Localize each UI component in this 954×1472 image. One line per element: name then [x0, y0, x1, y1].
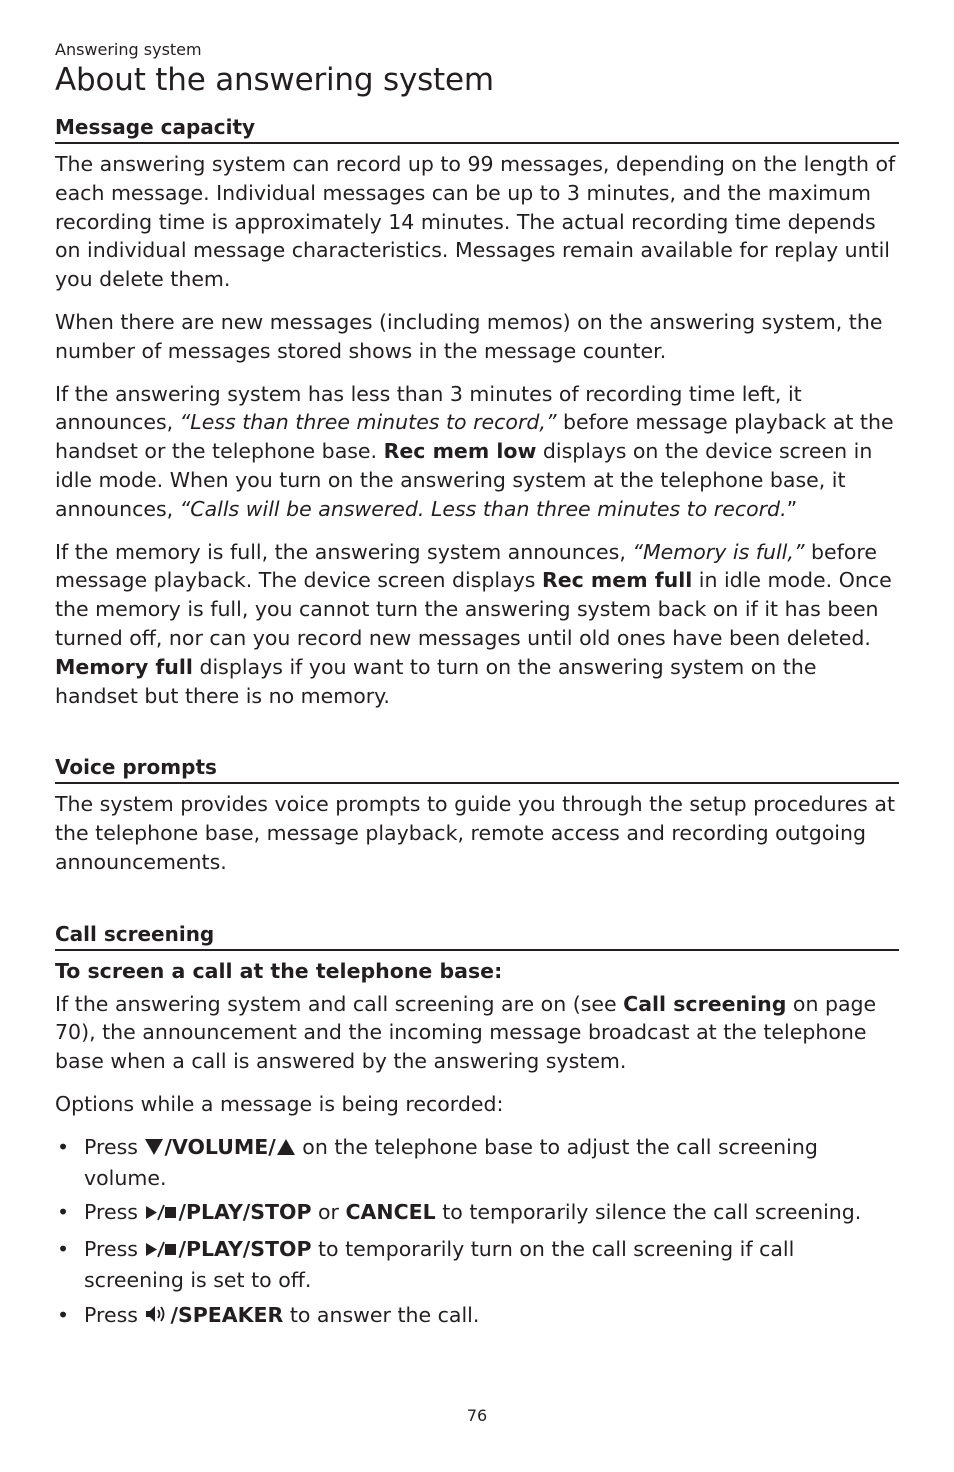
section-heading-call-screening: Call screening: [55, 921, 899, 951]
bullet: •: [57, 1134, 70, 1159]
bullet: •: [57, 1302, 70, 1327]
list-item-silence: • Press /PLAY/STOP or CANCEL to temporarily silence the call screening.: [55, 1198, 899, 1229]
section-heading-message-capacity: Message capacity: [55, 114, 899, 144]
triangle-down-icon: [144, 1135, 164, 1164]
triangle-up-icon: [276, 1135, 296, 1164]
message-capacity-paragraph-2: When there are new messages (including memos) on the answering system, the number of messages stored shows in the message counter.: [55, 309, 883, 363]
call-screening-subheading: To screen a call at the telephone base:: [55, 958, 503, 983]
message-capacity-paragraph-3: If the answering system has less than 3 minutes of recording time left, it announces, “Less than three minutes to record,” before message playback at the handset or the telephone base. Rec mem low displays on the device screen in idle mode. When you turn on the answering system at the telephone base, it announces, “Calls will be answered. Less than three minutes to record.”: [55, 381, 894, 521]
list-item-speaker: • Press /SPEAKER to answer the call.: [55, 1301, 899, 1332]
page-title: About the answering system: [55, 62, 494, 98]
play-stop-icon: [144, 1237, 178, 1266]
message-capacity-paragraph-4: If the memory is full, the answering system announces, “Memory is full,” before message playback. The device screen displays Rec mem full in idle mode. Once the memory is full, you cannot turn the answering system back on if it has been turned off, nor can you record new messages until old ones have been deleted. Memory full displays if you want to turn on the answering system on the handset but there is no memory.: [55, 539, 892, 708]
list-item-turn-on: • Press /PLAY/STOP to temporarily turn on the call screening if call screening is set to off.: [57, 1237, 795, 1292]
page-number: 76: [466, 1406, 488, 1425]
bullet: •: [57, 1200, 70, 1225]
play-stop-icon: [144, 1200, 178, 1229]
message-capacity-paragraph-1: The answering system can record up to 99 messages, depending on the length of each message. Individual messages can be up to 3 minutes, and the maximum recording time is approximately 14 minutes. The actual recording time depends on individual message characteristics. Messages remain available for replay until you delete them.: [55, 152, 896, 292]
list-item-volume: • Press /VOLUME/ on the telephone base to adjust the call screening volume.: [57, 1134, 818, 1190]
bullet: •: [57, 1237, 70, 1262]
voice-prompts-paragraph: The system provides voice prompts to guide you through the setup procedures at the telephone base, message playback, remote access and recording outgoing announcements.: [55, 792, 895, 874]
breadcrumb: Answering system: [55, 40, 202, 59]
page-content: [55, 40, 899, 1338]
speaker-icon: [144, 1303, 170, 1332]
options-list: [55, 1133, 899, 1332]
section-heading-voice-prompts: Voice prompts: [55, 754, 899, 784]
call-screening-paragraph-2: Options while a message is being recorded:: [55, 1091, 504, 1116]
call-screening-paragraph-1: If the answering system and call screening are on (see Call screening on page 70), the announcement and the incoming message broadcast at the telephone base when a call is answered by the answering system.: [55, 991, 877, 1074]
